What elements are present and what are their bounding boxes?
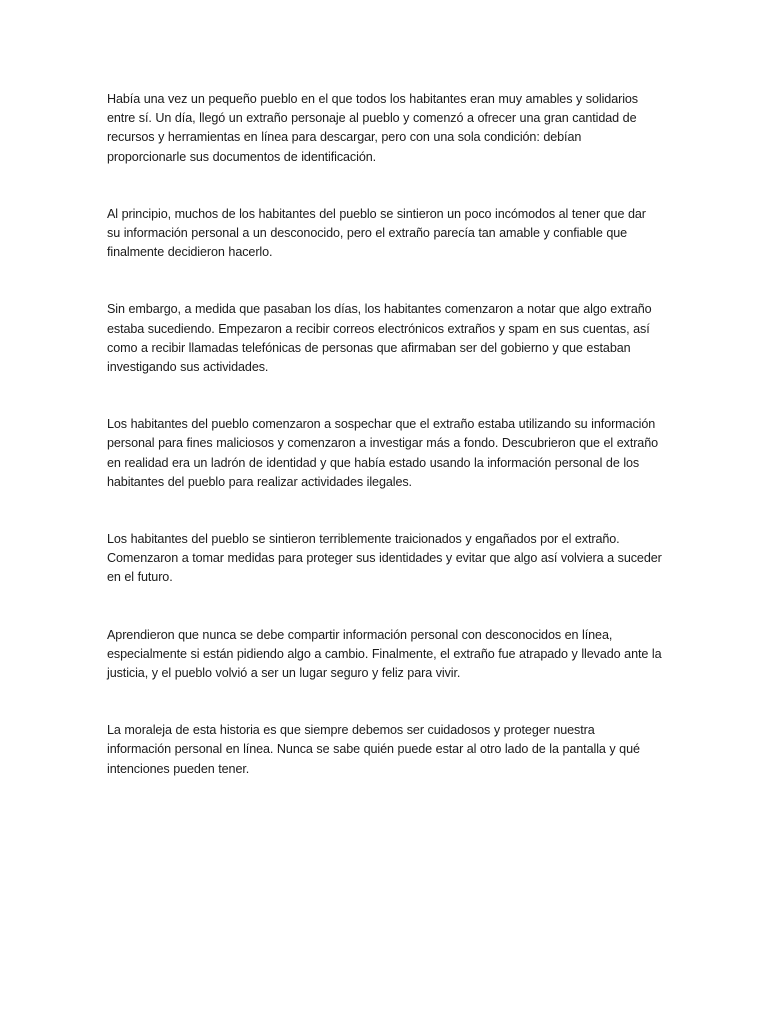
paragraph-5: Los habitantes del pueblo se sintieron terriblemente traicionados y engañados por el extraño. Comenzaron a tomar medidas para proteger sus identidades y evitar que algo así volviera a suceder en el futuro. <box>107 532 662 585</box>
paragraph-3: Sin embargo, a medida que pasaban los días, los habitantes comenzaron a notar que algo extraño estaba sucediendo. Empezaron a recibir correos electrónicos extraños y spam en sus cuentas, así como a recibir llamadas telefónicas de personas que afirmaban ser del gobierno y que estaban investigando sus actividades. <box>107 302 652 375</box>
paragraph-6: Aprendieron que nunca se debe compartir información personal con desconocidos en línea, especialmente si están pidiendo algo a cambio. Finalmente, el extraño fue atrapado y llevado ante la justicia, y el pueblo volvió a ser un lugar seguro y feliz para vivir. <box>107 627 662 681</box>
paragraph-4: Los habitantes del pueblo comenzaron a sospechar que el extraño estaba utilizando su información personal para fines maliciosos y comenzaron a investigar más a fondo. Descubrieron que el extraño en realidad era un ladrón de identidad y que había estado usando la información personal de los habitantes del pueblo para realizar actividades ilegales. <box>107 417 659 489</box>
paragraph-7: La moraleja de esta historia es que siempre debemos ser cuidadosos y proteger nuestra información personal en línea. Nunca se sabe quién puede estar al otro lado de la pantalla y qué intenciones pueden tener. <box>107 723 640 776</box>
paragraph-1: Había una vez un pequeño pueblo en el que todos los habitantes eran muy amables y solidarios entre sí. Un día, llegó un extraño personaje al pueblo y comenzó a ofrecer una gran cantidad de recursos y herramientas en línea para descargar, pero con una sola condición: debían proporcionarle sus documentos de identificación. <box>107 92 638 164</box>
document-body <box>107 90 662 817</box>
paragraph-2: Al principio, muchos de los habitantes del pueblo se sintieron un poco incómodos al tener que dar su información personal a un desconocido, pero el extraño parecía tan amable y confiable que finalmente decidieron hacerlo. <box>107 206 646 260</box>
